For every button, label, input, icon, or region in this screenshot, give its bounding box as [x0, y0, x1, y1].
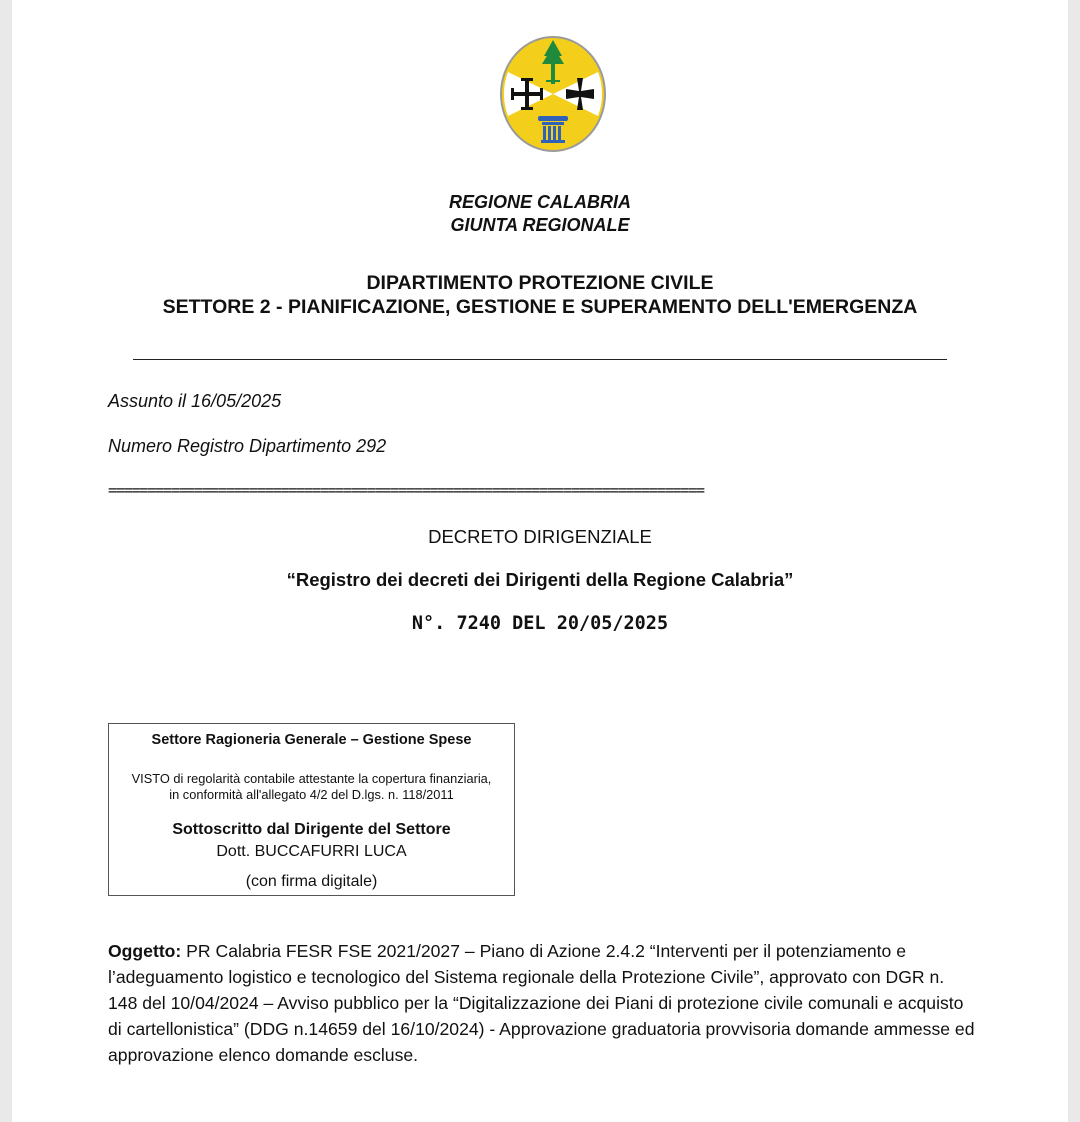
equals-separator: ============================================================================: [108, 481, 704, 499]
registry-number: Numero Registro Dipartimento 292: [108, 436, 387, 456]
signed-by-label: Sottoscritto dal Dirigente del Settore: [172, 821, 451, 838]
accounting-visa-text: [109, 771, 514, 803]
signer-name: Dott. BUCCAFURRI LUCA: [216, 843, 407, 860]
calabria-emblem-icon: [498, 34, 608, 154]
sector-name: SETTORE 2 - PIANIFICAZIONE, GESTIONE E SUPERAMENTO DELL'EMERGENZA: [162, 296, 918, 318]
subject-label: Oggetto:: [108, 941, 182, 961]
visa-line-1: VISTO di regolarità contabile attestante la copertura finanziaria,: [131, 771, 492, 786]
header-divider: [133, 359, 947, 360]
department-name: DIPARTIMENTO PROTEZIONE CIVILE: [366, 272, 714, 294]
accounting-box-title: Settore Ragioneria Generale – Gestione Spese: [151, 732, 472, 748]
decree-type: DECRETO DIRIGENZIALE: [428, 526, 652, 547]
council-name: GIUNTA REGIONALE: [450, 215, 630, 235]
decree-registry: “Registro dei decreti dei Dirigenti della Regione Calabria”: [286, 569, 794, 590]
visa-line-2: in conformità all'allegato 4/2 del D.lgs. n. 118/2011: [169, 787, 454, 802]
assunto-date: Assunto il 16/05/2025: [108, 391, 282, 411]
accounting-visa-box: [108, 723, 515, 896]
decree-number: N°. 7240 DEL 20/05/2025: [411, 613, 669, 634]
region-name: REGIONE CALABRIA: [448, 192, 631, 212]
subject-text: PR Calabria FESR FSE 2021/2027 – Piano di Azione 2.4.2 “Interventi per il potenziamento e l’adeguamento logistico e tecnologico del Sistema regionale della Protezione Civile”, approvato con DGR n. 148 del 10/04/2024 – Avviso pubblico per la “Digitalizzazione dei Piani di protezione civile comunali e acquisto di cartellonistica” (DDG n.14659 del 16/10/2024) - Approvazione graduatoria provvisoria domande ammesse ed approvazione elenco domande escluse.: [108, 941, 975, 1065]
digital-signature-note: (con firma digitale): [245, 873, 378, 890]
subject-paragraph: [108, 938, 978, 1068]
document-page: [12, 0, 1068, 1122]
